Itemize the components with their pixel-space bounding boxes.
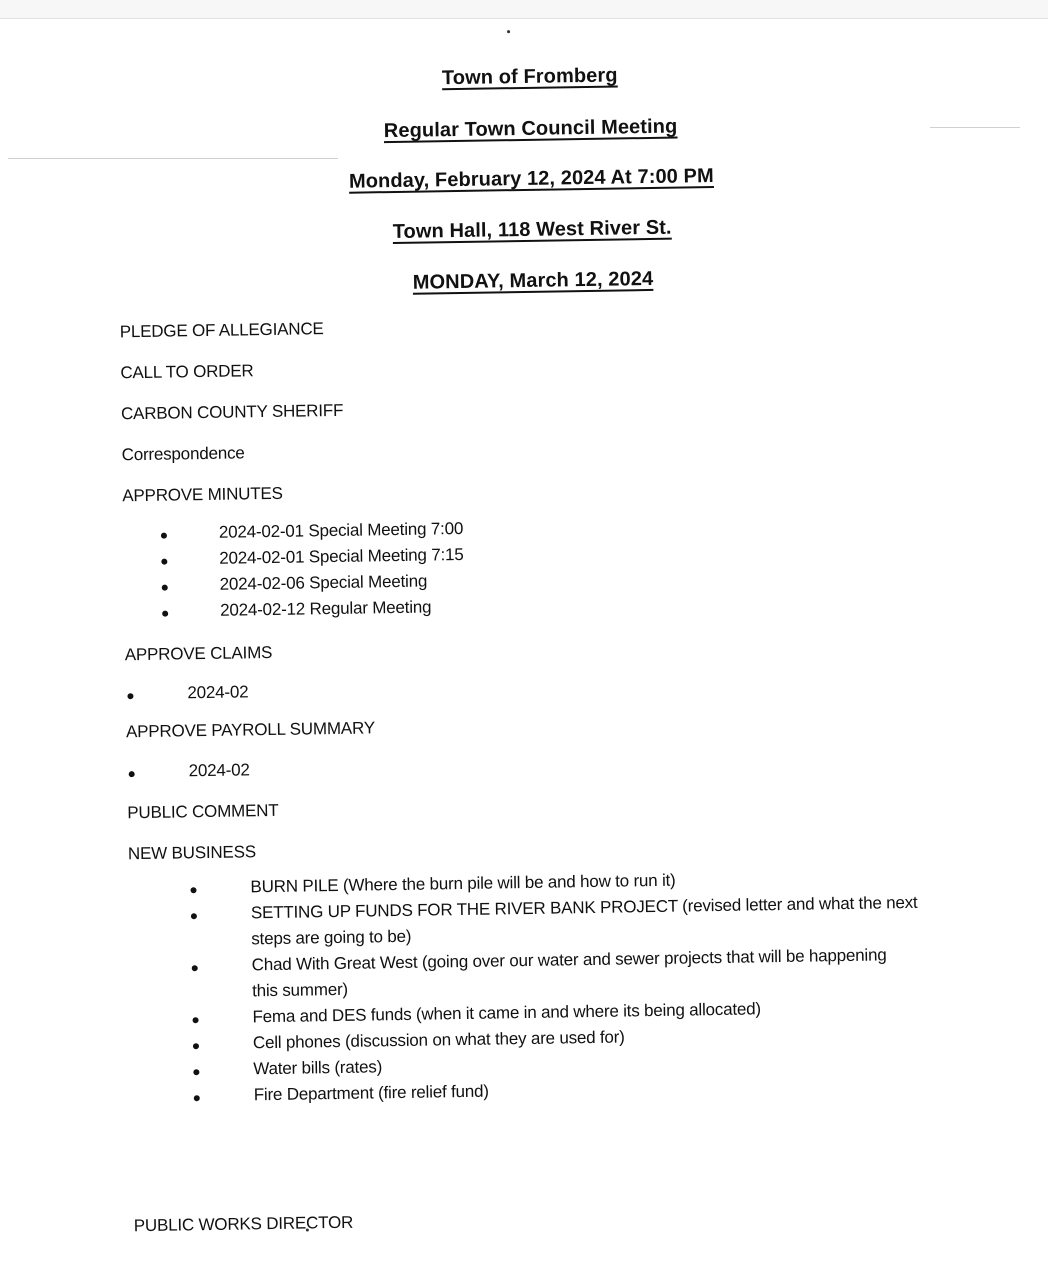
new-business-item: Fema and DES funds (when it came in and where its being allocated): [252, 999, 762, 1027]
public-works-heading: PUBLIC WORKS DIRECTOR: [133, 1212, 354, 1236]
new-business-item: Cell phones (discussion on what they are used for): [252, 1027, 625, 1053]
public-comment-heading: PUBLIC COMMENT: [127, 800, 279, 823]
minutes-item: 2024-02-01 Special Meeting 7:15: [219, 544, 464, 568]
bullet: [129, 771, 135, 777]
bullet: [192, 965, 198, 971]
original-date: Monday, February 12, 2024 At 7:00 PM: [348, 164, 714, 193]
new-business-item: Fire Department (fire relief fund): [253, 1081, 489, 1105]
bullet: [193, 1043, 199, 1049]
bullet: [191, 913, 197, 919]
new-date: MONDAY, March 12, 2024: [412, 267, 654, 294]
bullet: [162, 585, 168, 591]
approve-minutes-heading: APPROVE MINUTES: [122, 483, 283, 506]
bullet: [194, 1095, 200, 1101]
approve-payroll-heading: APPROVE PAYROLL SUMMARY: [125, 718, 376, 742]
new-business-item-continuation: steps are going to be): [251, 926, 412, 949]
claims-item: 2024-02: [187, 682, 249, 703]
new-business-item: Chad With Great West (going over our water and sewer projects that will be happening: [251, 945, 887, 975]
bullet: [161, 533, 167, 539]
new-business-item: Water bills (rates): [253, 1057, 383, 1079]
bullet: [190, 887, 196, 893]
new-business-item: SETTING UP FUNDS FOR THE RIVER BANK PROJECT (revised letter and what the next: [250, 892, 918, 923]
meeting-type: Regular Town Council Meeting: [383, 115, 678, 143]
bullet: [162, 611, 168, 617]
bullet: [193, 1069, 199, 1075]
payroll-item: 2024-02: [188, 760, 250, 781]
scan-speck: [507, 30, 510, 33]
new-business-item-continuation: this summer): [251, 979, 349, 1001]
minutes-item: 2024-02-06 Special Meeting: [219, 571, 428, 594]
new-business-item: BURN PILE (Where the burn pile will be and how to run it): [250, 870, 676, 897]
meeting-location: Town Hall, 118 West River St.: [392, 216, 672, 244]
approve-claims-heading: APPROVE CLAIMS: [124, 642, 273, 665]
sheriff-heading: CARBON COUNTY SHERIFF: [120, 400, 344, 424]
bullet: [193, 1017, 199, 1023]
minutes-item: 2024-02-12 Regular Meeting: [219, 597, 432, 620]
pledge-heading: PLEDGE OF ALLEGIANCE: [119, 319, 324, 342]
town-title: Town of Fromberg: [441, 64, 618, 90]
minutes-item: 2024-02-01 Special Meeting 7:00: [218, 518, 464, 542]
correspondence-heading: Correspondence: [121, 443, 245, 465]
bullet: [127, 693, 133, 699]
bullet: [161, 559, 167, 565]
new-business-heading: NEW BUSINESS: [127, 842, 257, 864]
call-to-order-heading: CALL TO ORDER: [120, 361, 254, 383]
